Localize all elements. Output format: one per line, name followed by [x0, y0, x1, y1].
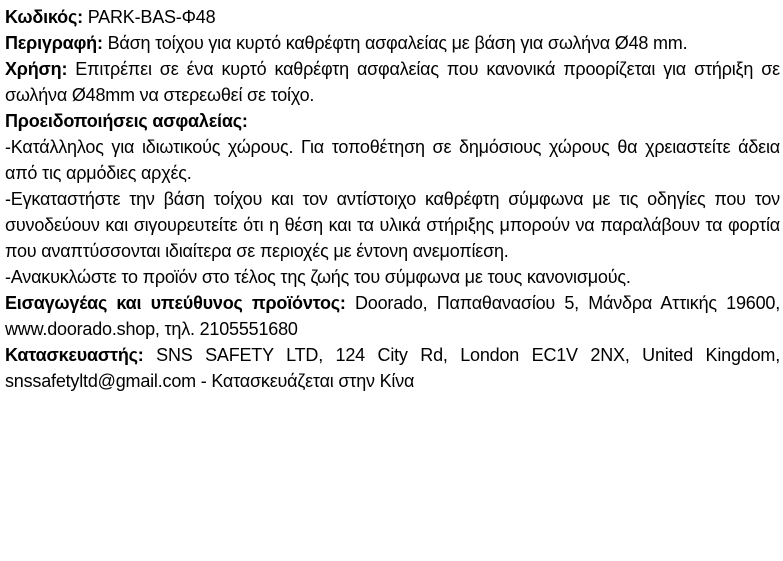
manufacturer-paragraph — [5, 342, 780, 394]
warning-item: -Ανακυκλώστε το προϊόν στο τέλος της ζωής του σύμφωνα με τους κανονισμούς. — [5, 267, 631, 287]
code-line — [5, 4, 780, 30]
warning-item: -Εγκαταστήστε την βάση τοίχου και τον αντίστοιχο καθρέφτη σύμφωνα με τις οδηγίες που τον συνοδεύουν και σιγουρευτείτε ότι η θέση και τα υλικά στήριξης μπορούν να παραλάβουν τα φορτία που αναπτύσσονται ιδιαίτερα σε περιοχές με έντονη ανεμοπίεση. — [5, 189, 780, 261]
usage-paragraph — [5, 56, 780, 108]
description-paragraph — [5, 30, 780, 56]
usage-value: Επιτρέπει σε ένα κυρτό καθρέφτη ασφαλείας που κανονικά προορίζεται για στήριξη σε σωλήνα Ø48mm να στερεωθεί σε τοίχο. — [5, 59, 780, 105]
description-label: Περιγραφή: — [5, 33, 103, 53]
product-label-document — [5, 4, 780, 394]
code-label: Κωδικός: — [5, 7, 83, 27]
code-value: PARK-BAS-Φ48 — [82, 7, 216, 27]
importer-paragraph — [5, 290, 780, 342]
description-value: Βάση τοίχου για κυρτό καθρέφτη ασφαλείας με βάση για σωλήνα Ø48 mm. — [102, 33, 688, 53]
importer-value: Doorado, Παπαθανασίου 5, Μάνδρα Αττικής 19600, www.doorado.shop, τηλ. 2105551680 — [5, 293, 781, 339]
manufacturer-value: SNS SAFETY LTD, 124 City Rd, London EC1V 2NX, United Kingdom, snssafetyltd@gmail.com - Κατασκευάζεται στην Κίνα — [5, 345, 780, 391]
usage-label: Χρήση: — [5, 59, 68, 79]
warning-item: -Κατάλληλος για ιδιωτικούς χώρους. Για τοποθέτηση σε δημόσιους χώρους θα χρειαστείτε άδεια από τις αρμόδιες αρχές. — [5, 137, 780, 183]
manufacturer-label: Κατασκευαστής: — [5, 345, 144, 365]
importer-label: Εισαγωγέας και υπεύθυνος προϊόντος: — [5, 293, 346, 313]
warnings-heading: Προειδοποιήσεις ασφαλείας: — [5, 111, 248, 131]
